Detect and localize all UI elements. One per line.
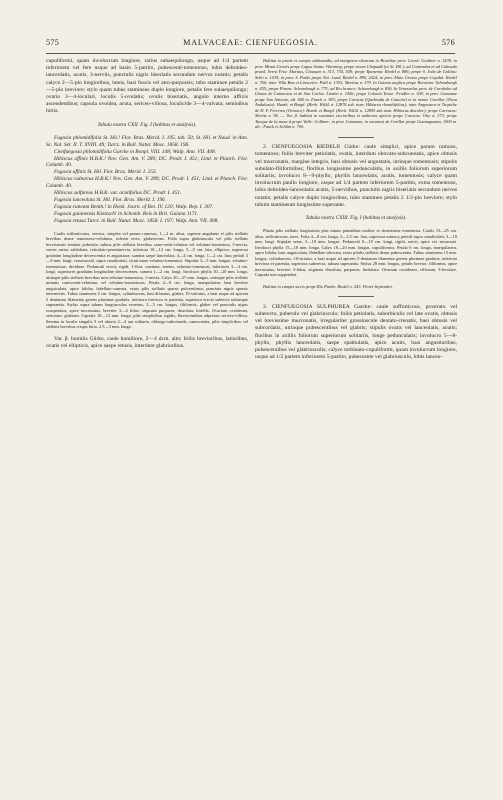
habitat-paragraph: Habitat in campis siccis prope Rio Pardo: Riedel n. 543. Floret Septembri. [263, 283, 394, 289]
header-rule [46, 53, 455, 54]
synonymy-list [46, 135, 248, 225]
variety-description: Var. β. humilis Gürke, caule humiliore, 2—4 dcm. alto; foliis brevioribus, latioribus, ovatis vel ellipticis, apice saepe retusis, interdum glabrioribus. [46, 335, 248, 349]
synonym-entry: Fugosia retusa Turcz. in Bull. Natur. Mosc. 1858. I. 197; Walp. Ann. VII. 408. [54, 217, 219, 224]
detailed-description: Planta pilis stellatis longissimis plus minus patentibus moliter et densissime tomentosa. Caulis 15—25 cm. altus, suffruticosus, teres. Folia 4—8 cm. longa, 3—3.5 cm. lata, superiora minora; petioli supra canaliculati, 3—10 mm. longi. Stipulae setae, 5—10 mm. longae. Pedunculi 6—10 cm. longi, rigidi, erecti, apice vix incrassati. Involucri phylla 15—18 mm. longa. Calyx 18—20 mm. longus, cupuliformis. Petala 6 cm. longa, inaequilatera, apice biloba, basi unguiculata, flabellato-obovata, extus pilulis stellatis dense pubescentia. Tubus staminens 15 mm. longus, cylindraceus, 10-striatus, a basi usque ad apicem 5-dentatum filamenta gerens plurimae gradatis; inferiora breviora et patentia, superiora suberecta, tubum superantia. Stylus 28 mm. longus, petalis brevior, filiformis, apice incrassatus, breviter 3-fidus; stigmata dissoluta, purpurea, fimbriata. Ovarium ovoideum, villosum, 3-loculare. Capsula non suppetebat. [255, 228, 457, 278]
synonym-entry: Hibiscus affinis H.B.K.! Nov. Gen. Am. V. 289; DC. Prodr. I. 451; Lind. et Planch. Flor. Columb. 40. [46, 155, 248, 169]
left-column [46, 58, 248, 350]
page-number-right: 576 [441, 38, 455, 47]
synonym-entry: Fugosia guianensis Klotzsch! in Schomb. Reis in Brit. Guiana 1171. [54, 210, 199, 217]
synonym-entry: Fugosia affinis St. Hil. Flor. Bras. Merid. I. 253. [54, 169, 157, 176]
running-header [46, 38, 455, 52]
synonym-entry: Fugosia lanceolata St. Hil. Flor. Bras. Merid. I. 196. [54, 196, 166, 203]
plate-reference: Tabula nostra CXII. Fig. I (habitus et analysis). [97, 121, 197, 128]
plate-reference: Tabula nostra CXIII. Fig. I (habitus et analysis). [305, 214, 407, 221]
page-number-left: 575 [46, 38, 60, 47]
synonym-entry: Cienfuegosia phlomidifolia Garcke in Bonpl. VIII. 148; Walp. Ann. VII. 408. [54, 148, 216, 155]
species-heading-sulphurea: 3. CIENFUEGOSIA SULPHUREA Garcke: caule suffruticoso, prostrato vel suberecto, puberulo vel glabriusculo; foliis petiolatis, suborbiculis vel late ovatis, obtusis vel brevissime mucronatis, irregulariter grossiuscule dentato-crenatis, basi obtusis vel subcordatis, utrinque pubescentibus vel glabris; stipulis ovatis vel lanceolatis, acutis; floribus in axillis foliorum superiorum solitariis, longe pedunculatis; involucro 5—8-phyllo, phyllis lanceolatis, saepe spathulatis, apice acutis, basi angustioribus, pubescentibus vel glabriusculis; calyce turbinato-cupuliformi, quam involucrum longiore, usque ad 1/2 partem inferiorem 5-partito, pubescente vel glabriusculo, lobis lanceo- [255, 303, 457, 361]
section-divider [338, 137, 374, 138]
section-divider [338, 296, 374, 297]
synonym-entry: Hibiscus vulturcus H.B.K.! Nov. Gen. Am. V. 289; DC. Prodr. I. 451; Lind. et Planch. Flor. Columb. 40. [46, 176, 248, 190]
species-heading-riedelii: 2. CIENFUEGOSIA RIEDELII Gürke: caule simplici, apice parum ramoso, tomentoso; foliis breviter petiolatis, ovatis, interdum obovato-subcuneatis, apice obtusis vel mucronatis, margine integris, basi obtusis vel angustatis, utrinque tomentosis; stipulis subulato-filiformibus; floribus longissime pedunculatis, in axillis foliorum superiorum solitariis; involucro 8—9-phyllo, phyllis lanceolatis, acutis, tomentosis; calyce quam involucrum paullo longiore, usque ad 1/4 partem inferiorem 5-partito, extus tomentoso, lobis deltoideo-lanceolatis acutis, 5-nerviibus, punctulis nigris biseriatis secundum nervos notatis; petalis calyce duplo longioribus, tubo stamineo petalis 2 1/2-plo breviore; stylo tubum stamineum longissime superante. [255, 144, 457, 208]
habitat-paragraph: Habitat in pratis et campis subhumidis, ad marginem silvarum in Brasiliae prov. Ceará: Gardner n. 1439; in prov. Minas Geraës prope Lagoa Santa: Warming; prope vicum Chapadã (ex St. Hil.); ad Contendas et ad Caboado praed. Serra Fria: Martius, Claussen n. 313, 734, 549; prope Ypanema: Riedel n. 886; prope S. João de Gollins: Sello n. 1439; in prov. S. Paulo prope Ytú: Lund, Riedel n. 890, 2024; in prov. Mato Grosso prope Cuyabá: Riedel n. 760; inter Villa Boa et Linoceiro: Pohl n. 1353; Martius n. 379. In Guiana anglica prope Roraima: Schomburgk n. 455; prope Pirara: Schomburgk n. 775; ad Rio branco: Schomburgk n. 856. In Venezuelas prov. de Carabobo ad Llanos de Camoruca et de San Carlos: Linden n. 1456; prope Colonia Tovar: Fendler n. 108; in prov. Cumanae prope San Antonio, alt. 600 m. Funck n. 383; prope Caracas (Quebrada de Catuche) et in monte Cavellar (Nova Andalusia): Humb. et Bonpl. (Herb. Willd. n. 12876 sub. nom. Hibiscus rhombifolius); inter Angostura et Tropiche de D. F. Ferreros (Orinoco): Humb. et Bonpl. (Herb. Willd. n. 12895 sub nom. Hibiscus discolor); prope Carracas: Moritz n. 96. — Var. β. habitat in savannis siccioribus et umbrosis apricis prope Caracas: Otto n. 373; prope Tunque de la mesa d prope Valle: Gollmer; in prov. Cumanae, in savannis de Carillar prope Guanaguama, 1000 m. alt.: Funck et Schlim n. 700. [255, 58, 457, 129]
right-column [255, 58, 457, 361]
running-title: MALVACEAE: CIENFUEGOSIA. [183, 38, 318, 47]
species-description-continued: cupuliformi, quam involucrum longiore, rarius subaequilongo, usque ad 1/4 partem inferiorem vel fere usque ad basin 5-partito, pubescenti-tomentoso, lobis deltoideo-lanceolatis, acutis, 3-nerviis, punctulis nigris biseriatis secundum nervos notatis; petalis calyce 2—5-plo longioribus, luteis, basi fuscis vel atro-purpureis; tubo staminee petalis 2—5-plo breviore; stylo quam tubus stamineus duplo longiore, petalis fere subaequilongo; ovario 3—4-loculari, loculis 5-ovulatis; ovulis biseriatis, angulo interno affixis ascendentibus; capsula ovoidea, acuta, sericeo-villosa, loculicide 3—4-valvata; seminibus hirtis. [46, 58, 248, 115]
synonym-entry: Fugosia cuneata Benth.! in Hook. Journ. of Bot. IV. 120; Walp. Rep. I. 307. [54, 203, 214, 210]
synonym-entry: Fugosia phlomidifolia St. Hil.! Flor. Bras. Merid. I. 195. tab. 50; St. Hil. et Naud. in Ann. Sc. Nat. Sér. II. T. XVIII. 49; Turcz. in Bull. Natur. Mosc. 1858. 196. [46, 134, 248, 148]
synonym-entry: Hibiscus sulfureus H.B.K. var. acutifolius DC. Prodr. I. 451. [54, 190, 182, 197]
detailed-description: Caulis suffruticosus, erectus, simplex vel parum ramosus, 1—2 m. altus, superne angulatus et pilis stellatis brevibus dense tomentoso-velutinus, inferne teres, glabrescens. Folia supra glabriuscula vel pilis stellatis brevissimis tenuiter puberula, subtus pilis stellatis brevibus cano-venti-velutina vel velutino-tomentosa, 5-nervia, varius rarius sublobata, reticulato-penniinervia; inferiora 10—12 cm. longa, 5—9 cm. lata, elliptica; superiora gradatim longitudine decrescentia et angustiora; summa saepe lanceolata, 4—4 cm. longa, 1—2 cm. lata; petioli 3—8 mm. longi, crassiusculi, supra canaliculati, sicuti more velutino-tomentosi. Stipulae 3—5 mm. longae, velutino-tomentosae, deciduae. Pedunculi erecti, rigidi, 1-flori, continui, teretes, velutino-tomentosi, inferiores 3—4 cm. longi, superiores gradatim longitudine decrescentes, summi 1—2 cm. longi. Involucri phylla 10—20 mm. longa, utrinque pilis stellatis brevibus min velutino-tomentosa, 1-nervia. Calyx 20—27 mm. longus, utrinque pilis stellatis minutis canescenti-velutinus vel velutino-tomentosus. Petala 4—8 cm. longa, inaequilatera, basi breviter unguiculata, apice biloba, fabellato-cuneata, extus pilis stellatis sparse pulverulenta, punctata nigris sparsis intermixtis. Tubus staminens 2 cm. longus, cylindraceus, basi dilatatus, glaber, 10-sulcatus, a basi usque ad apicem 5 dentatum filamenta gerens plurimae gradatis, inferiora breviora et patentia, superiora erecta subtecta tubuisque superantia. Stylus supra tubum longiusculus exsertus, 3—5 cm. longus, filiformis, glaber vel punctulis nigris exasperatus, apice incrassatus, breviter 3—4 fidus; stigmata purpurea, dissoluta, hirtella. Ovarium ovoideum, sericeum, glabrum. Capsula 10—12 mm. longa, pilis simplicibus rigidis, flavescentibus adpressis sericeo-villosa. Semina in loculis singulis 5 vel abortu 2—4 aut solitaria, oblongo-subrotunda, canescentia, pilis simplicibus vel stellatis brevibus crispis hirta, 2.5—3 mm. longa. [46, 230, 248, 330]
